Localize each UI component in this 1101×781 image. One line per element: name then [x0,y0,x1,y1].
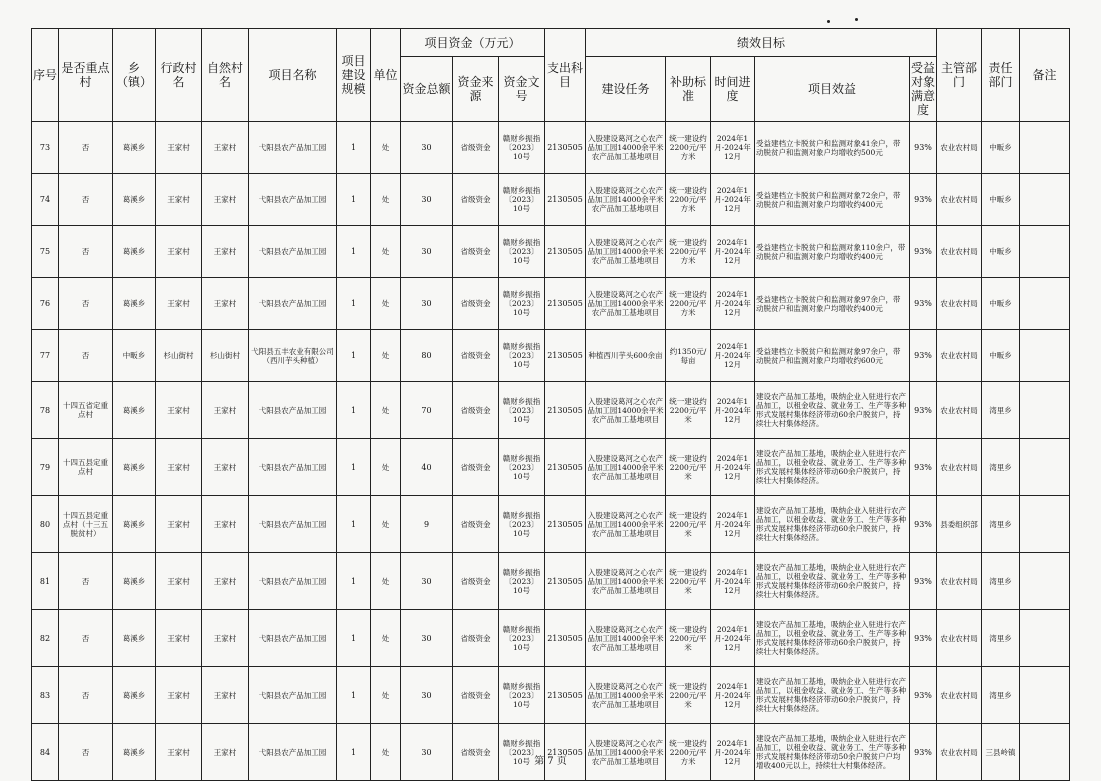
cell-sat: 93% [910,667,937,724]
cell-doc: 赣财乡振指〔2023〕10号 [499,610,545,667]
cell-source: 省级资金 [453,610,499,667]
cell-subject: 2130505 [545,439,586,496]
cell-seq: 73 [32,122,59,174]
cell-remark [1020,226,1070,278]
cell-benefit: 受益建档立卡脱贫户和监测对象41余户，带动脱贫户和监测对象户均增收约500元 [755,122,910,174]
cell-unit: 处 [371,553,401,610]
cell-town: 葛溪乡 [113,174,156,226]
cell-resp: 湾里乡 [982,382,1020,439]
cell-town: 葛溪乡 [113,667,156,724]
cell-seq: 83 [32,667,59,724]
cell-admin: 王家村 [156,724,202,781]
cell-main: 农业农村局 [937,174,982,226]
cell-natural: 王家村 [202,278,249,330]
cell-project: 弋阳县农产品加工园 [249,610,337,667]
cell-main: 农业农村局 [937,667,982,724]
cell-total: 30 [401,724,453,781]
cell-task: 入股建设葛河之心农产品加工园14000余平米农产品加工基地项目 [586,610,666,667]
col-dept-resp: 责任部门 [982,29,1020,122]
cell-natural: 王家村 [202,667,249,724]
table-row [32,610,1070,667]
table-row [32,174,1070,226]
cell-time: 2024年1月-2024年12月 [711,174,755,226]
cell-project: 弋阳县农产品加工园 [249,226,337,278]
cell-admin: 王家村 [156,553,202,610]
cell-town: 葛溪乡 [113,278,156,330]
cell-time: 2024年1月-2024年12月 [711,610,755,667]
cell-seq: 81 [32,553,59,610]
cell-benefit: 受益建档立卡脱贫户和监测对象72余户，带动脱贫户和监测对象户均增收约400元 [755,174,910,226]
cell-main: 农业农村局 [937,226,982,278]
cell-sat: 93% [910,553,937,610]
cell-doc: 赣财乡振指〔2023〕10号 [499,226,545,278]
cell-admin: 王家村 [156,278,202,330]
cell-standard: 统一建设约2200元/平米 [666,496,711,553]
cell-standard: 统一建设约2200元/平米 [666,382,711,439]
cell-key: 否 [59,724,113,781]
cell-scale: 1 [337,496,371,553]
cell-time: 2024年1月-2024年12月 [711,553,755,610]
cell-resp: 湾里乡 [982,439,1020,496]
cell-seq: 75 [32,226,59,278]
cell-benefit: 建设农产品加工基地，吸纳企业入驻进行农产品加工，以租金收益、就业务工、生产等多种形式发展村集体经济带动60余户脱贫户，持续壮大村集体经济。 [755,667,910,724]
cell-total: 30 [401,226,453,278]
cell-main: 农业农村局 [937,610,982,667]
cell-total: 30 [401,667,453,724]
table-row [32,122,1070,174]
cell-admin: 王家村 [156,226,202,278]
cell-key: 否 [59,226,113,278]
cell-unit: 处 [371,226,401,278]
col-admin-village: 行政村名 [156,29,202,122]
col-key-village: 是否重点村 [59,29,113,122]
cell-time: 2024年1月-2024年12月 [711,724,755,781]
cell-total: 80 [401,330,453,382]
cell-source: 省级资金 [453,667,499,724]
cell-subject: 2130505 [545,330,586,382]
cell-unit: 处 [371,610,401,667]
cell-subject: 2130505 [545,278,586,330]
cell-doc: 赣财乡振指〔2023〕10号 [499,439,545,496]
cell-remark [1020,553,1070,610]
cell-main: 农业农村局 [937,553,982,610]
cell-subject: 2130505 [545,724,586,781]
cell-admin: 王家村 [156,610,202,667]
col-funds-source: 资金来源 [453,57,499,122]
cell-key: 十四五省定重点村 [59,382,113,439]
cell-unit: 处 [371,382,401,439]
cell-town: 葛溪乡 [113,724,156,781]
cell-time: 2024年1月-2024年12月 [711,496,755,553]
cell-task: 入股建设葛河之心农产品加工园14000余平米农产品加工基地项目 [586,226,666,278]
cell-admin: 王家村 [156,174,202,226]
cell-project: 弋阳县农产品加工园 [249,667,337,724]
cell-sat: 93% [910,226,937,278]
cell-scale: 1 [337,724,371,781]
cell-standard: 统一建设约2200元/平方米 [666,278,711,330]
col-schedule: 时间进度 [711,57,755,122]
cell-project: 弋阳县农产品加工园 [249,382,337,439]
cell-remark [1020,278,1070,330]
cell-benefit: 受益建档立卡脱贫户和监测对象97余户，带动脱贫户和监测对象户均增收约400元 [755,278,910,330]
cell-source: 省级资金 [453,122,499,174]
cell-scale: 1 [337,174,371,226]
table-row [32,278,1070,330]
project-table [31,28,1070,781]
cell-total: 30 [401,122,453,174]
cell-project: 弋阳县五丰农业有限公司（西川芋头种植） [249,330,337,382]
cell-total: 30 [401,553,453,610]
cell-sat: 93% [910,122,937,174]
cell-natural: 王家村 [202,439,249,496]
table-row [32,496,1070,553]
col-funds-doc: 资金文号 [499,57,545,122]
cell-subject: 2130505 [545,174,586,226]
cell-admin: 杉山街村 [156,330,202,382]
col-dept-main: 主管部门 [937,29,982,122]
cell-key: 否 [59,122,113,174]
cell-remark [1020,382,1070,439]
cell-admin: 王家村 [156,439,202,496]
cell-sat: 93% [910,610,937,667]
cell-subject: 2130505 [545,667,586,724]
cell-resp: 中畈乡 [982,278,1020,330]
table-row [32,382,1070,439]
col-township: 乡（镇） [113,29,156,122]
cell-scale: 1 [337,122,371,174]
cell-doc: 赣财乡振指〔2023〕10号 [499,174,545,226]
cell-unit: 处 [371,496,401,553]
cell-doc: 赣财乡振指〔2023〕10号 [499,278,545,330]
cell-source: 省级资金 [453,382,499,439]
cell-natural: 王家村 [202,496,249,553]
col-task: 建设任务 [586,57,666,122]
cell-main: 县委组织部 [937,496,982,553]
cell-town: 葛溪乡 [113,122,156,174]
cell-benefit: 建设农产品加工基地，吸纳企业入驻进行农产品加工，以租金收益、就业务工、生产等多种形式发展村集体经济带动60余户脱贫户，持续壮大村集体经济。 [755,496,910,553]
cell-remark [1020,174,1070,226]
cell-sat: 93% [910,382,937,439]
table-row [32,439,1070,496]
cell-key: 否 [59,174,113,226]
cell-key: 否 [59,553,113,610]
cell-standard: 统一建设约2200元/平米 [666,553,711,610]
cell-task: 入股建设葛河之心农产品加工园14000余平米农产品加工基地项目 [586,667,666,724]
cell-doc: 赣财乡振指〔2023〕10号 [499,667,545,724]
cell-resp: 中畈乡 [982,330,1020,382]
col-seq: 序号 [32,29,59,122]
cell-benefit: 建设农产品加工基地，吸纳企业入驻进行农产品加工，以租金收益、就业务工、生产等多种形式发展村集体经济带动60余户脱贫户，持续壮大村集体经济。 [755,610,910,667]
cell-project: 弋阳县农产品加工园 [249,553,337,610]
cell-project: 弋阳县农产品加工园 [249,278,337,330]
cell-scale: 1 [337,667,371,724]
cell-main: 农业农村局 [937,122,982,174]
cell-town: 葛溪乡 [113,382,156,439]
cell-unit: 处 [371,174,401,226]
col-scale: 项目建设规模 [337,29,371,122]
cell-doc: 赣财乡振指〔2023〕10号 [499,496,545,553]
cell-admin: 王家村 [156,496,202,553]
cell-time: 2024年1月-2024年12月 [711,667,755,724]
cell-unit: 处 [371,278,401,330]
cell-doc: 赣财乡振指〔2023〕10号 [499,553,545,610]
cell-natural: 王家村 [202,226,249,278]
cell-sat: 93% [910,496,937,553]
cell-town: 葛溪乡 [113,226,156,278]
cell-task: 入股建设葛河之心农产品加工园14000余平米农产品加工基地项目 [586,724,666,781]
cell-task: 入股建设葛河之心农产品加工园14000余平米农产品加工基地项目 [586,122,666,174]
cell-natural: 王家村 [202,724,249,781]
cell-natural: 王家村 [202,610,249,667]
cell-sat: 93% [910,330,937,382]
cell-source: 省级资金 [453,724,499,781]
col-satisfaction: 受益对象满意度 [910,57,937,122]
cell-seq: 82 [32,610,59,667]
cell-doc: 赣财乡振指〔2023〕10号 [499,330,545,382]
cell-remark [1020,330,1070,382]
cell-admin: 王家村 [156,382,202,439]
cell-sat: 93% [910,278,937,330]
page-number: 第 7 页 [534,756,567,767]
cell-scale: 1 [337,610,371,667]
cell-scale: 1 [337,382,371,439]
cell-natural: 王家村 [202,553,249,610]
cell-resp: 中畈乡 [982,174,1020,226]
cell-natural: 王家村 [202,382,249,439]
cell-resp: 湾里乡 [982,610,1020,667]
cell-sat: 93% [910,174,937,226]
cell-total: 30 [401,278,453,330]
cell-total: 30 [401,174,453,226]
cell-resp: 湾里乡 [982,667,1020,724]
cell-source: 省级资金 [453,226,499,278]
cell-doc: 赣财乡振指〔2023〕10号 [499,382,545,439]
cell-scale: 1 [337,226,371,278]
cell-town: 葛溪乡 [113,610,156,667]
cell-seq: 77 [32,330,59,382]
col-natural-village: 自然村名 [202,29,249,122]
cell-standard: 统一建设约2200元/平米 [666,667,711,724]
cell-total: 40 [401,439,453,496]
cell-seq: 84 [32,724,59,781]
cell-time: 2024年1月-2024年12月 [711,278,755,330]
col-standard: 补助标准 [666,57,711,122]
cell-seq: 79 [32,439,59,496]
cell-benefit: 受益建档立卡脱贫户和监测对象110余户，带动脱贫户和监测对象户均增收约400元 [755,226,910,278]
cell-scale: 1 [337,439,371,496]
cell-benefit: 受益建档立卡脱贫户和监测对象97余户，带动脱贫户和监测对象户均增收约600元 [755,330,910,382]
col-funds-total: 资金总额 [401,57,453,122]
project-table-sheet [31,28,1070,781]
cell-benefit: 建设农产品加工基地，吸纳企业入驻进行农产品加工，以租金收益、就业务工、生产等多种形式发展村集体经济带动50余户脱贫户户均增收400元以上，持续壮大村集体经济。 [755,724,910,781]
cell-benefit: 建设农产品加工基地，吸纳企业入驻进行农产品加工，以租金收益、就业务工、生产等多种形式发展村集体经济带动60余户脱贫户，持续壮大村集体经济。 [755,553,910,610]
table-body [32,122,1070,781]
cell-standard: 约1350元/每亩 [666,330,711,382]
col-subject: 支出科目 [545,29,586,122]
cell-resp: 湾里乡 [982,553,1020,610]
scan-speck [827,20,830,23]
cell-key: 否 [59,667,113,724]
cell-sat: 93% [910,439,937,496]
table-row [32,667,1070,724]
cell-unit: 处 [371,439,401,496]
cell-main: 农业农村局 [937,382,982,439]
cell-source: 省级资金 [453,330,499,382]
cell-time: 2024年1月-2024年12月 [711,439,755,496]
cell-subject: 2130505 [545,382,586,439]
cell-task: 入股建设葛河之心农产品加工园14000余平米农产品加工基地项目 [586,496,666,553]
cell-unit: 处 [371,667,401,724]
cell-standard: 统一建设约2200元/平米 [666,439,711,496]
cell-subject: 2130505 [545,122,586,174]
cell-source: 省级资金 [453,439,499,496]
cell-project: 弋阳县农产品加工园 [249,724,337,781]
cell-scale: 1 [337,330,371,382]
group-funds: 项目资金（万元） [401,29,545,57]
cell-main: 农业农村局 [937,278,982,330]
cell-scale: 1 [337,553,371,610]
cell-time: 2024年1月-2024年12月 [711,382,755,439]
cell-main: 农业农村局 [937,724,982,781]
cell-task: 入股建设葛河之心农产品加工园14000余平米农产品加工基地项目 [586,439,666,496]
cell-doc: 赣财乡振指〔2023〕10号 [499,724,545,781]
cell-town: 葛溪乡 [113,496,156,553]
cell-natural: 王家村 [202,174,249,226]
cell-remark [1020,610,1070,667]
cell-admin: 王家村 [156,122,202,174]
cell-subject: 2130505 [545,496,586,553]
cell-standard: 统一建设约2200元/平方米 [666,226,711,278]
cell-subject: 2130505 [545,553,586,610]
cell-key: 否 [59,610,113,667]
cell-project: 弋阳县农产品加工园 [249,496,337,553]
cell-unit: 处 [371,330,401,382]
table-header [32,29,1070,122]
cell-source: 省级资金 [453,278,499,330]
col-unit: 单位 [371,29,401,122]
cell-time: 2024年1月-2024年12月 [711,330,755,382]
cell-task: 入股建设葛河之心农产品加工园14000余平米农产品加工基地项目 [586,382,666,439]
cell-subject: 2130505 [545,226,586,278]
cell-natural: 杉山街村 [202,330,249,382]
cell-key: 十四五县定重点村 [59,439,113,496]
table-row [32,553,1070,610]
cell-scale: 1 [337,278,371,330]
cell-source: 省级资金 [453,174,499,226]
cell-task: 入股建设葛河之心农产品加工园14000余平米农产品加工基地项目 [586,553,666,610]
cell-main: 农业农村局 [937,330,982,382]
col-remark: 备注 [1020,29,1070,122]
cell-subject: 2130505 [545,610,586,667]
cell-town: 葛溪乡 [113,439,156,496]
cell-project: 弋阳县农产品加工园 [249,174,337,226]
cell-admin: 王家村 [156,667,202,724]
table-row [32,226,1070,278]
cell-unit: 处 [371,724,401,781]
cell-resp: 三县岭镇 [982,724,1020,781]
cell-task: 种植西川芋头600余亩 [586,330,666,382]
cell-resp: 中畈乡 [982,122,1020,174]
cell-standard: 统一建设约2200元/平方米 [666,174,711,226]
cell-key: 十四五县定重点村（十三五脱贫村） [59,496,113,553]
cell-natural: 王家村 [202,122,249,174]
cell-task: 入股建设葛河之心农产品加工园14000余平米农产品加工基地项目 [586,174,666,226]
cell-key: 否 [59,278,113,330]
cell-seq: 80 [32,496,59,553]
cell-time: 2024年1月-2024年12月 [711,122,755,174]
table-row [32,330,1070,382]
cell-remark [1020,439,1070,496]
cell-sat: 93% [910,724,937,781]
cell-unit: 处 [371,122,401,174]
cell-project: 弋阳县农产品加工园 [249,439,337,496]
cell-total: 9 [401,496,453,553]
cell-main: 农业农村局 [937,439,982,496]
cell-town: 中畈乡 [113,330,156,382]
cell-source: 省级资金 [453,496,499,553]
cell-standard: 统一建设约2200元/平米 [666,610,711,667]
scan-speck [855,18,858,21]
col-project-name: 项目名称 [249,29,337,122]
cell-doc: 赣财乡振指〔2023〕10号 [499,122,545,174]
cell-remark [1020,122,1070,174]
col-benefit: 项目效益 [755,57,910,122]
cell-standard: 统一建设约2200元/平方米 [666,122,711,174]
cell-total: 30 [401,610,453,667]
cell-time: 2024年1月-2024年12月 [711,226,755,278]
cell-resp: 湾里乡 [982,496,1020,553]
cell-seq: 74 [32,174,59,226]
cell-total: 70 [401,382,453,439]
cell-task: 入股建设葛河之心农产品加工园14000余平米农产品加工基地项目 [586,278,666,330]
cell-benefit: 建设农产品加工基地，吸纳企业入驻进行农产品加工，以租金收益、就业务工、生产等多种形式发展村集体经济带动60余户脱贫户，持续壮大村集体经济。 [755,382,910,439]
cell-seq: 76 [32,278,59,330]
cell-remark [1020,667,1070,724]
group-performance: 绩效目标 [586,29,937,57]
cell-resp: 中畈乡 [982,226,1020,278]
cell-project: 弋阳县农产品加工园 [249,122,337,174]
cell-benefit: 建设农产品加工基地，吸纳企业入驻进行农产品加工，以租金收益、就业务工、生产等多种形式发展村集体经济带动60余户脱贫户，持续壮大村集体经济。 [755,439,910,496]
cell-seq: 78 [32,382,59,439]
cell-remark [1020,496,1070,553]
cell-standard: 统一建设约2200元/平方米 [666,724,711,781]
cell-key: 否 [59,330,113,382]
cell-town: 葛溪乡 [113,553,156,610]
cell-source: 省级资金 [453,553,499,610]
